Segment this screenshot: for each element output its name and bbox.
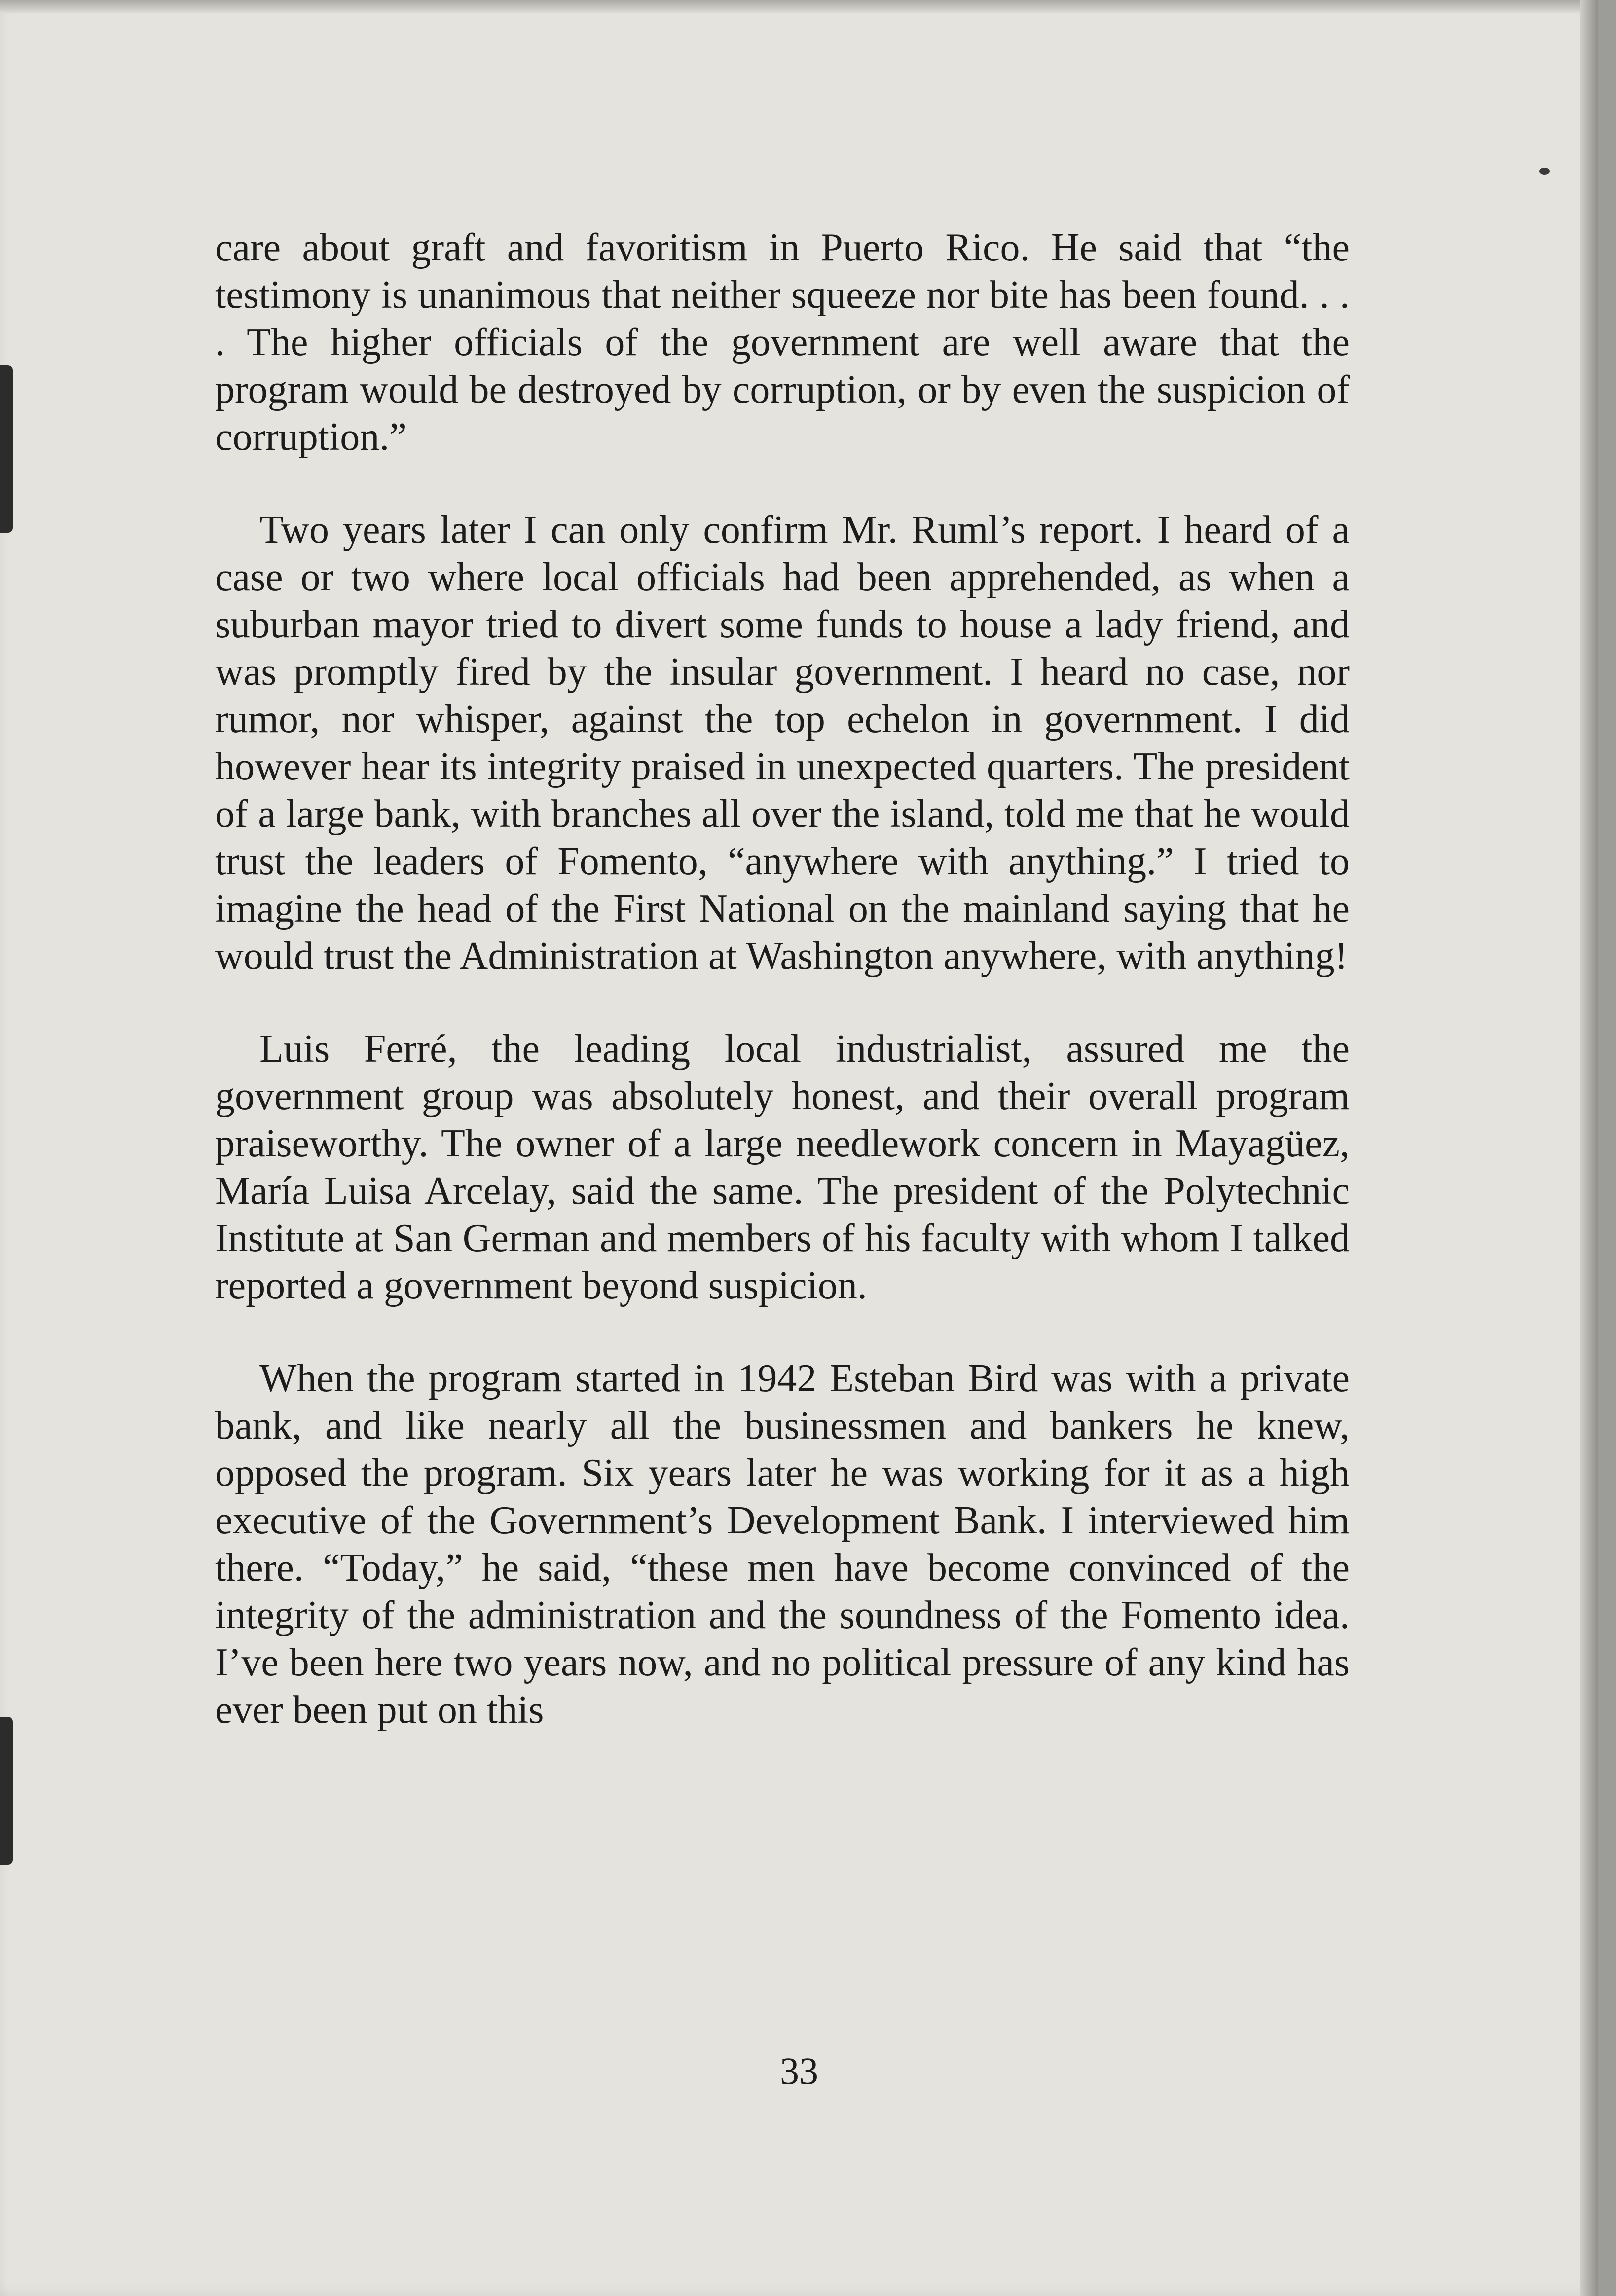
page-number: 33: [780, 2049, 818, 2092]
paragraph: care about graft and favoritism in Puerto Rico. He said that “the testimony is unanimous that neither squeeze nor bite has been found. . . . The higher officials of the government are well aware that the program would be destroyed by corruption, or by even the suspicion of corruption.”: [215, 226, 1350, 459]
page-top-edge: [0, 0, 1598, 13]
paragraph: When the program started in 1942 Esteban Bird was with a private bank, and like nearly all the businessmen and bankers he knew, opposed the program. Six years later he was working for it as a high executive of the Government’s Development Bank. I interviewed him there. “Today,” he said, “these men have become convinced of the integrity of the administration and the soundness of the Fomento idea. I’ve been here two years now, and no political pressure of any kind has ever been put on this: [215, 1357, 1350, 1732]
body-text: [215, 224, 1350, 1779]
ink-speck: [1539, 168, 1550, 175]
binding-mark: [0, 365, 13, 533]
page-right-edge: [1580, 0, 1598, 2296]
binding-mark: [0, 1717, 13, 1865]
paragraph: Two years later I can only confirm Mr. Ruml’s report. I heard of a case or two where local officials had been apprehended, as when a suburban mayor tried to divert some funds to house a lady friend, and was promptly fired by the insular government. I heard no case, nor rumor, nor whisper, against the top echelon in government. I did however hear its integrity praised in unexpected quarters. The president of a large bank, with branches all over the island, told me that he would trust the leaders of Fomento, “anywhere with anything.” I tried to imagine the head of the First National on the mainland saying that he would trust the Administration at Washington anywhere, with anything!: [215, 508, 1350, 978]
paragraph: Luis Ferré, the leading local industrialist, assured me the government group was absolutely honest, and their overall program praiseworthy. The owner of a large needlework concern in Mayagüez, María Luisa Arcelay, said the same. The president of the Polytechnic Institute at San German and members of his faculty with whom I talked reported a government beyond suspicion.: [215, 1027, 1350, 1307]
